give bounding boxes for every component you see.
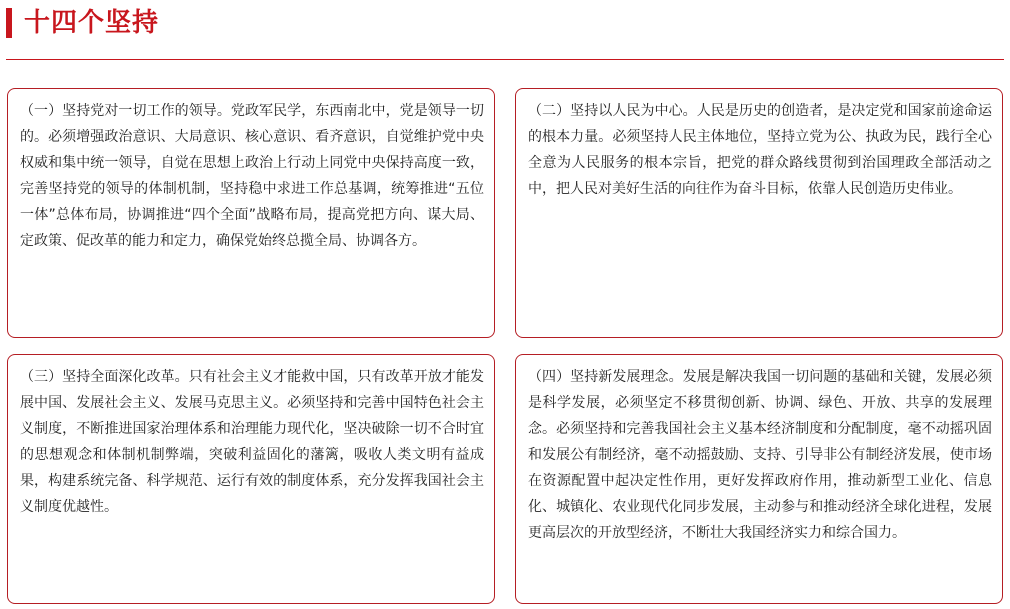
principle-card-3 bbox=[7, 354, 495, 604]
header-divider bbox=[6, 59, 1004, 60]
principle-card-text: （一）坚持党对一切工作的领导。党政军民学，东西南北中，党是领导一切的。必须增强政治意识、大局意识、核心意识、看齐意识，自觉维护党中央权威和集中统一领导，自觉在思想上政治上行动上同党中央保持高度一致，完善坚持党的领导的体制机制，坚持稳中求进工作总基调，统筹推进“五位一体”总体布局，协调推进“四个全面”战略布局，提高党把方向、谋大局、定政策、促改革的能力和定力，确保党始终总揽全局、协调各方。 bbox=[20, 103, 484, 249]
page-title: 十四个坚持 bbox=[24, 8, 160, 38]
principle-card-text: （三）坚持全面深化改革。只有社会主义才能救中国，只有改革开放才能发展中国、发展社会主义、发展马克思主义。必须坚持和完善中国特色社会主义制度，不断推进国家治理体系和治理能力现代化，坚决破除一切不合时宜的思想观念和体制机制弊端，突破利益固化的藩篱，吸收人类文明有益成果，构建系统完备、科学规范、运行有效的制度体系，充分发挥我国社会主义制度优越性。 bbox=[20, 369, 484, 515]
principle-card-1 bbox=[7, 88, 495, 338]
principle-card-2 bbox=[515, 88, 1003, 338]
page-header bbox=[6, 7, 159, 39]
principle-card-4 bbox=[515, 354, 1003, 604]
header-accent-bar bbox=[6, 8, 12, 38]
principle-card-text: （四）坚持新发展理念。发展是解决我国一切问题的基础和关键，发展必须是科学发展，必须坚定不移贯彻创新、协调、绿色、开放、共享的发展理念。必须坚持和完善我国社会主义基本经济制度和分配制度，毫不动摇巩固和发展公有制经济，毫不动摇鼓励、支持、引导非公有制经济发展，使市场在资源配置中起决定性作用，更好发挥政府作用，推动新型工业化、信息化、城镇化、农业现代化同步发展，主动参与和推动经济全球化进程，发展更高层次的开放型经济，不断壮大我国经济实力和综合国力。 bbox=[528, 369, 992, 541]
principle-card-text: （二）坚持以人民为中心。人民是历史的创造者，是决定党和国家前途命运的根本力量。必须坚持人民主体地位，坚持立党为公、执政为民，践行全心全意为人民服务的根本宗旨，把党的群众路线贯彻到治国理政全部活动之中，把人民对美好生活的向往作为奋斗目标，依靠人民创造历史伟业。 bbox=[528, 103, 992, 197]
